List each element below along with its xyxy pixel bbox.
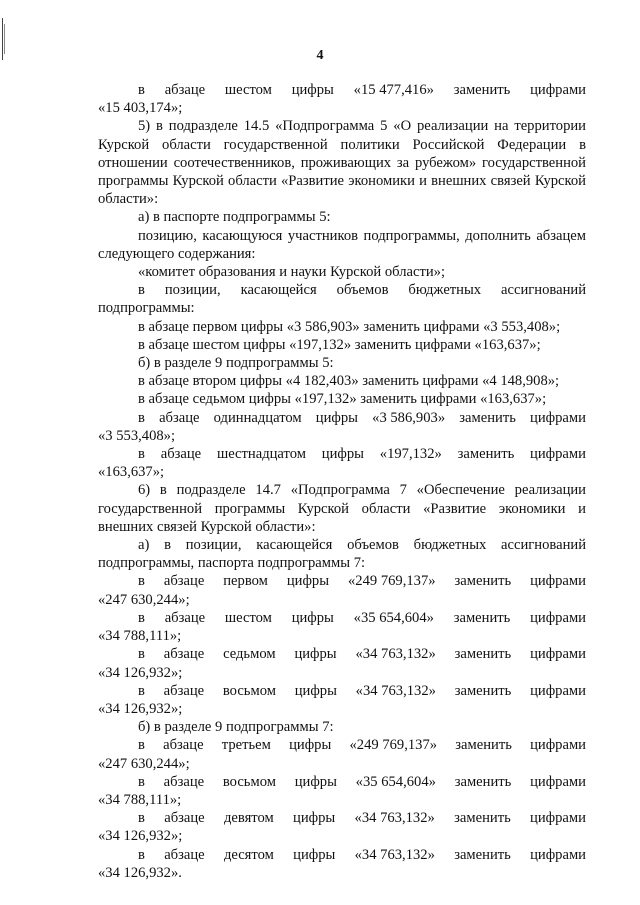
paragraph: «комитет образования и науки Курской области»; <box>138 264 446 281</box>
paragraph: а) в паспорте подпрограммы 5: <box>138 209 331 226</box>
paragraph-word: восьмом <box>222 682 276 699</box>
paragraph <box>98 445 586 463</box>
paragraph-word: девятом <box>223 810 274 827</box>
paragraph: 5) в подразделе 14.5 «Подпрограмма 5 «О реализации на территории Курской области государственной политики Российской Федерации в отношении соотечественников, проживающих за рубежом» государственной программы Курской области «Развитие экономики и внешних связей Курской области»: <box>98 118 586 208</box>
paragraph-word: абзаце <box>164 846 205 863</box>
paragraph-word: цифрами <box>530 446 586 463</box>
paragraph: «34 126,932»; <box>98 828 183 845</box>
paragraph-word: абзаце <box>164 82 206 98</box>
paragraph-word: «34 763,132» <box>354 846 435 863</box>
paragraph-word: «34 763,132» <box>355 646 436 663</box>
paragraph-word: заменить <box>455 737 512 754</box>
paragraph <box>98 736 586 754</box>
paragraph-word: «249 769,137» <box>349 737 438 754</box>
paragraph-word: абзаце <box>164 810 205 827</box>
paragraph-word: абзаце <box>163 773 205 790</box>
paragraph-word: цифры <box>294 773 337 790</box>
paragraph-word: абзаце <box>163 682 205 699</box>
paragraph-word: «35 654,604» <box>353 609 434 626</box>
paragraph-word: цифрами <box>530 810 586 827</box>
paragraph-word: цифры <box>321 446 364 463</box>
paragraph-word: цифры <box>294 682 337 699</box>
paragraph-word: в <box>138 846 145 863</box>
paragraph-word: цифры <box>291 82 334 98</box>
paragraph <box>98 409 586 427</box>
paragraph-word: в <box>138 810 145 827</box>
paragraph <box>98 809 586 827</box>
paragraph-word: цифры <box>315 409 358 426</box>
paragraph-word: цифрами <box>530 609 586 626</box>
paragraph <box>98 572 586 590</box>
paragraph-word: абзаце <box>160 446 202 463</box>
paragraph-word: «197,132» <box>379 446 442 463</box>
paragraph: «34 126,932»; <box>98 700 183 717</box>
page-number: 4 <box>316 48 324 63</box>
paragraph: «163,637»; <box>98 464 165 481</box>
paragraph: позицию, касающуюся участников подпрограммы, дополнить абзацем следующего содержания: <box>98 227 586 262</box>
paragraph-word: цифры <box>289 737 332 754</box>
paragraph-word: заменить <box>454 682 512 699</box>
paragraph-word: заменить <box>454 573 512 590</box>
paragraph-word: в <box>138 446 145 463</box>
paragraph-word: «3 586,903» <box>372 409 446 426</box>
paragraph-word: заменить <box>453 609 511 626</box>
paragraph: а) в позиции, касающейся объемов бюджетных ассигнований подпрограммы, паспорта подпрограммы 7: <box>98 537 586 572</box>
paragraph-word: шестом <box>224 82 272 98</box>
paragraph-word: цифрами <box>530 737 586 754</box>
paragraph-word: цифры <box>286 573 330 590</box>
paragraph-word: «15 477,416» <box>353 82 434 98</box>
paragraph-word: заменить <box>453 82 511 98</box>
paragraph-word: десятом <box>223 846 274 863</box>
paragraph: «34 126,932». <box>98 864 182 881</box>
paragraph-word: заменить <box>454 773 512 790</box>
paragraph-word: абзаце <box>163 737 204 754</box>
paragraph-word: цифрами <box>530 846 586 863</box>
paragraph-word: заменить <box>454 810 511 827</box>
paragraph-word: первом <box>223 573 268 590</box>
paragraph-word: в <box>138 682 145 699</box>
paragraph-word: восьмом <box>222 773 276 790</box>
paragraph <box>98 846 586 864</box>
paragraph: «34 788,111»; <box>98 791 182 808</box>
paragraph-word: цифрами <box>530 682 586 699</box>
paragraph-word: шестнадцатом <box>216 446 306 463</box>
paragraph-word: абзаце <box>164 609 206 626</box>
paragraph-word: цифрами <box>530 646 586 663</box>
paragraph-word: в <box>138 609 145 626</box>
paragraph-word: «249 769,137» <box>347 573 436 590</box>
paragraph-word: абзаце <box>163 573 205 590</box>
paragraph: в абзаце втором цифры «4 182,403» заменить цифрами «4 148,908»; <box>138 373 560 390</box>
paragraph-word: «34 763,132» <box>354 810 435 827</box>
paragraph-word: цифрами <box>530 82 586 98</box>
paragraph-word: в <box>138 773 145 790</box>
paragraph-word: в <box>138 409 145 426</box>
paragraph-word: заменить <box>457 446 515 463</box>
paragraph-word: цифрами <box>530 773 586 790</box>
paragraph-word: одиннадцатом <box>213 409 302 426</box>
paragraph <box>98 609 586 627</box>
paragraph <box>98 682 586 700</box>
paragraph-word: третьем <box>221 737 271 754</box>
paragraph: «15 403,174»; <box>98 100 183 117</box>
paragraph: «34 788,111»; <box>98 628 182 645</box>
paragraph <box>98 773 586 791</box>
paragraph: «3 553,408»; <box>98 427 176 444</box>
paragraph-word: цифры <box>293 810 336 827</box>
paragraph-word: «34 763,132» <box>355 682 436 699</box>
document-body <box>98 81 586 882</box>
paragraph: в позиции, касающейся объемов бюджетных ассигнований подпрограммы: <box>98 282 586 317</box>
paragraph-word: заменить <box>459 409 516 426</box>
paragraph-word: заменить <box>454 646 512 663</box>
paragraph-word: «35 654,604» <box>355 773 436 790</box>
paragraph: б) в разделе 9 подпрограммы 7: <box>138 719 334 736</box>
paragraph-word: в <box>138 737 145 754</box>
paragraph: 6) в подразделе 14.7 «Подпрограмма 7 «Обеспечение реализации государственной программы Курской области «Развитие экономики и внешних связей Курской области»: <box>98 482 586 535</box>
paragraph-word: седьмом <box>223 646 276 663</box>
paragraph-word: в <box>138 82 145 98</box>
paragraph: в абзаце шестом цифры «197,132» заменить цифрами «163,637»; <box>138 336 541 353</box>
paragraph <box>98 645 586 663</box>
paragraph-word: цифрами <box>530 409 586 426</box>
paragraph-word: абзаце <box>163 646 205 663</box>
paragraph-word: в <box>138 646 145 663</box>
paragraph-word: шестом <box>224 609 272 626</box>
paragraph <box>98 81 586 99</box>
paragraph: «34 126,932»; <box>98 664 183 681</box>
paragraph-word: цифры <box>291 609 334 626</box>
paragraph-word: цифры <box>293 846 336 863</box>
paragraph-word: цифры <box>294 646 337 663</box>
paragraph: «247 630,244»; <box>98 591 190 608</box>
paragraph-word: цифрами <box>530 573 586 590</box>
paragraph: «247 630,244»; <box>98 755 190 772</box>
paragraph: в абзаце седьмом цифры «197,132» заменить цифрами «163,637»; <box>138 391 547 408</box>
paragraph-word: заменить <box>454 846 511 863</box>
paragraph-word: в <box>138 573 145 590</box>
paragraph: в абзаце первом цифры «3 586,903» заменить цифрами «3 553,408»; <box>138 318 561 335</box>
paragraph: б) в разделе 9 подпрограммы 5: <box>138 355 334 372</box>
paragraph-word: абзаце <box>159 409 200 426</box>
